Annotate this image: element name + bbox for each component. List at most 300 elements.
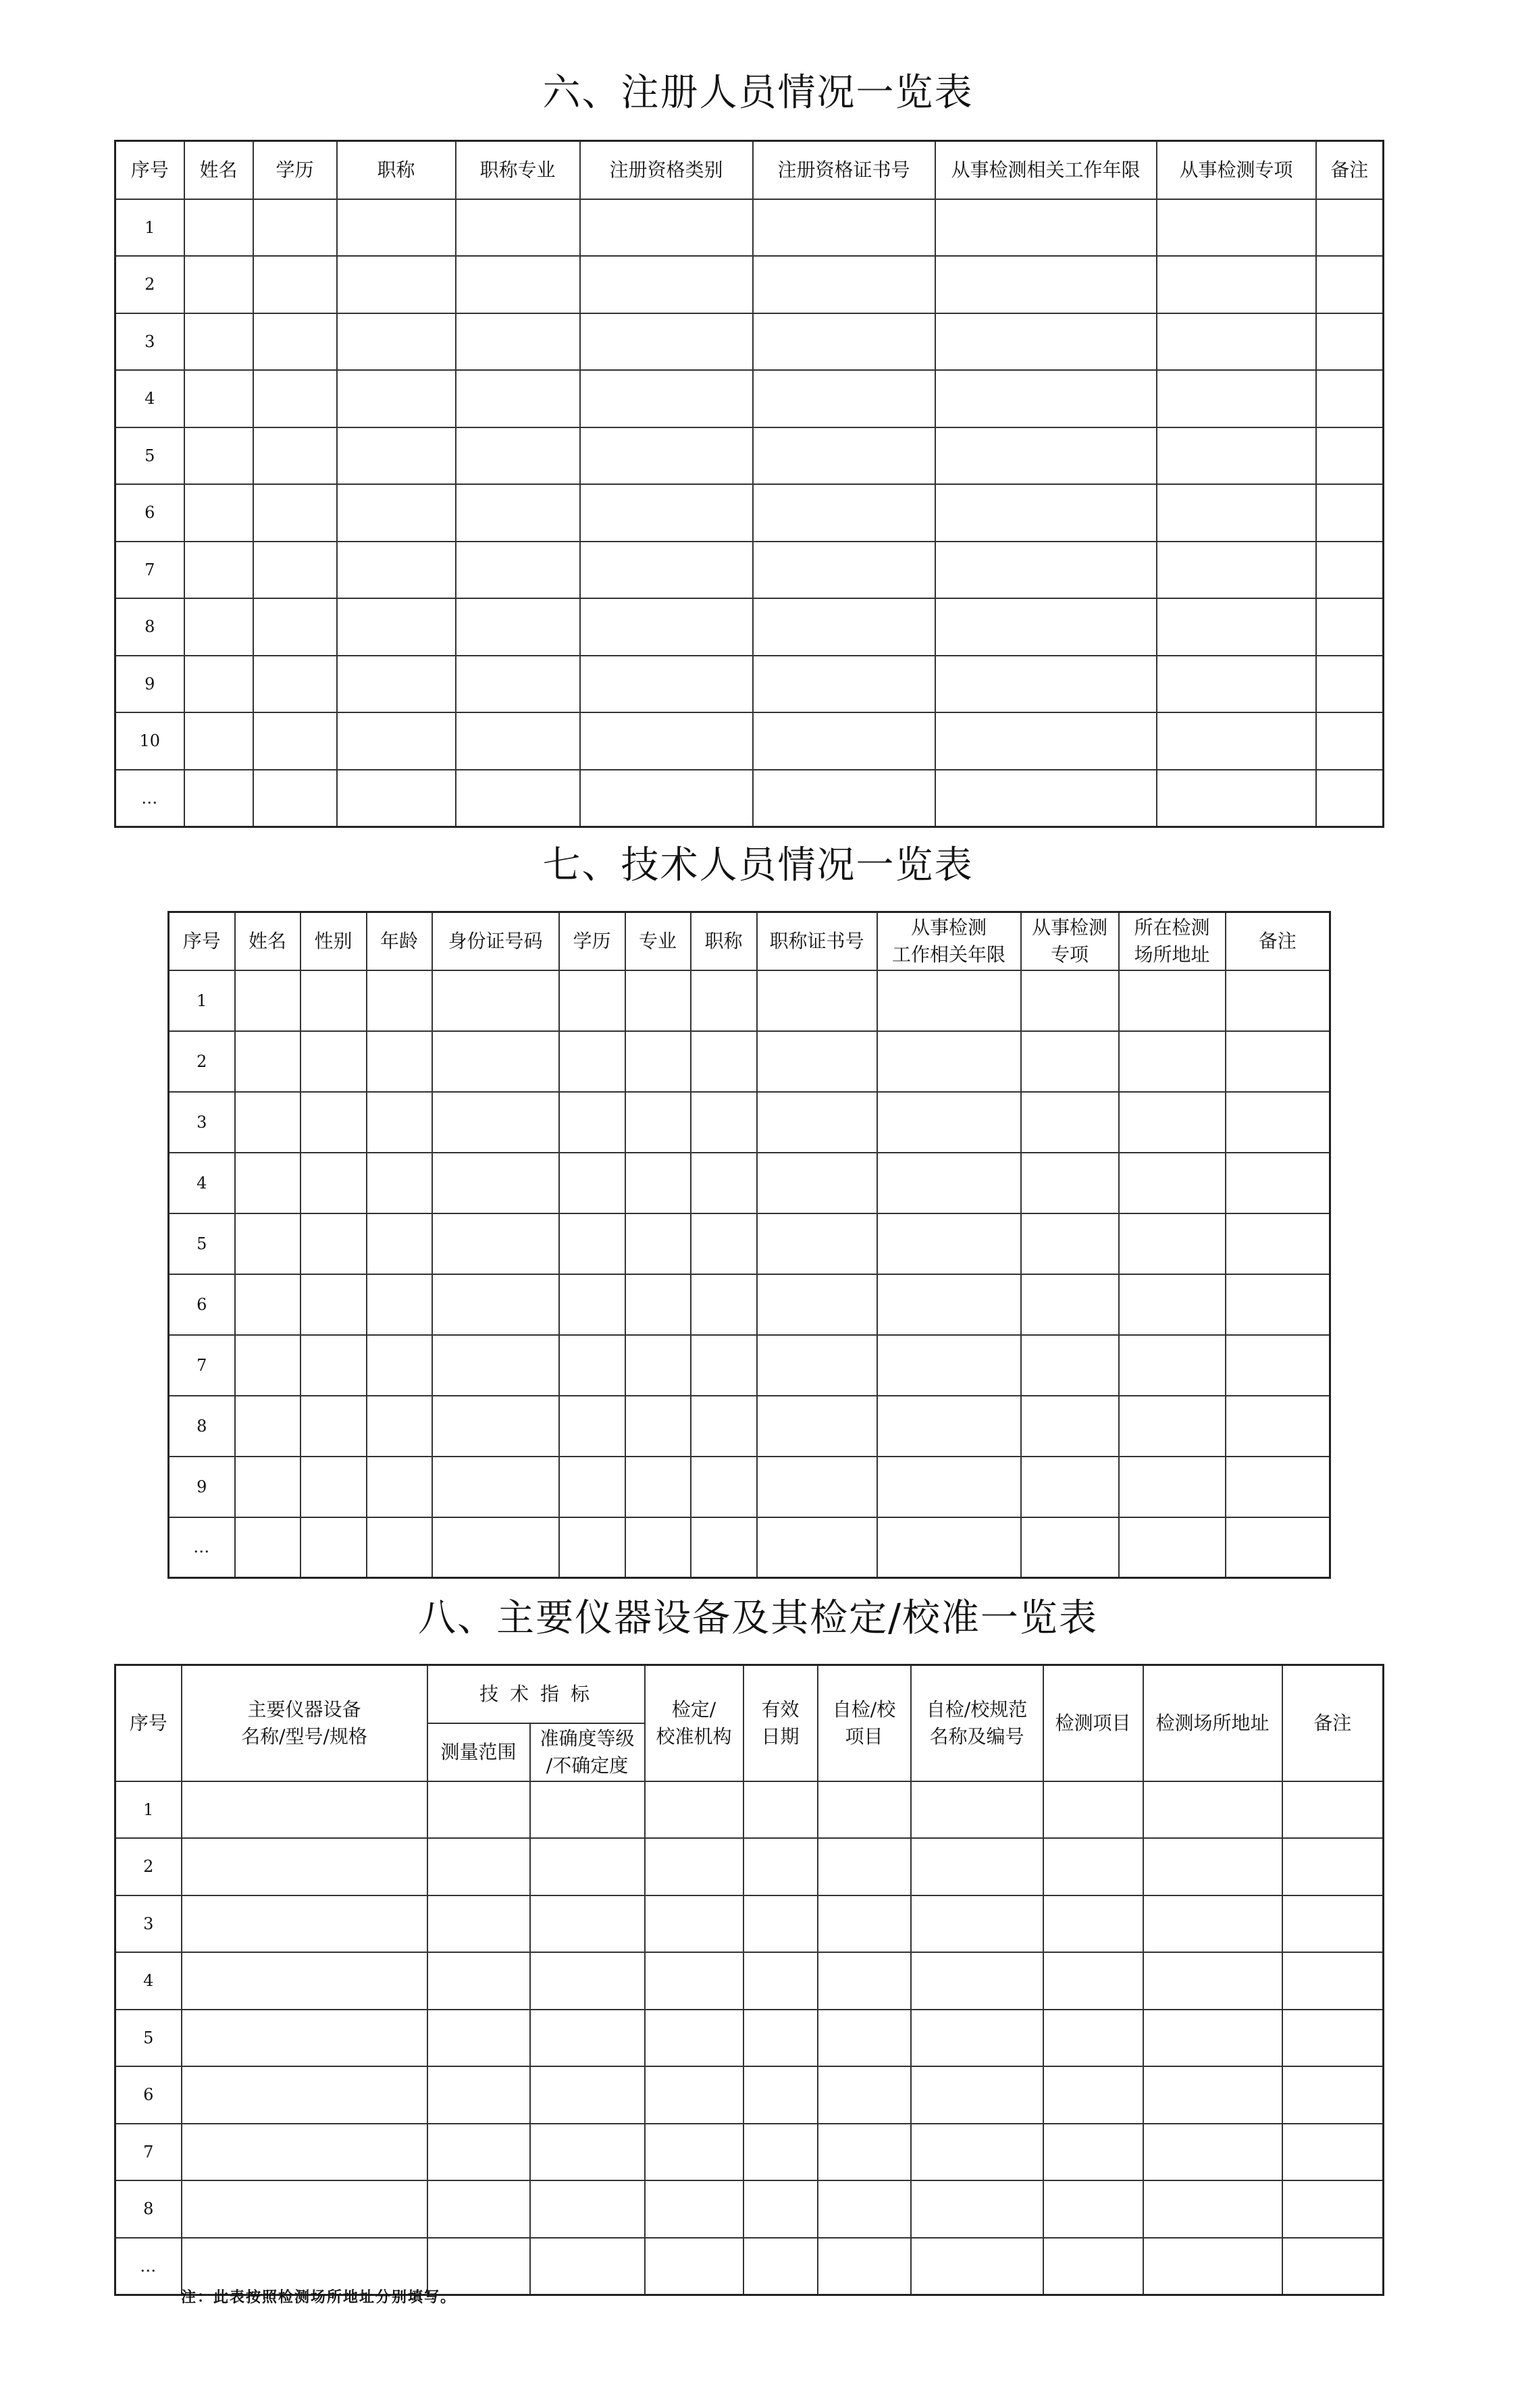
- empty-cell[interactable]: [300, 1153, 367, 1213]
- empty-cell[interactable]: [1316, 598, 1384, 656]
- empty-cell[interactable]: [1143, 2066, 1282, 2124]
- empty-cell[interactable]: [935, 199, 1157, 257]
- empty-cell[interactable]: [753, 256, 935, 313]
- empty-cell[interactable]: [818, 2066, 911, 2124]
- empty-cell[interactable]: [877, 1031, 1021, 1092]
- empty-cell[interactable]: [1157, 770, 1316, 827]
- empty-cell[interactable]: [1119, 1031, 1226, 1092]
- empty-cell[interactable]: [1226, 1153, 1330, 1213]
- empty-cell[interactable]: [1282, 2124, 1384, 2181]
- empty-cell[interactable]: [184, 256, 253, 313]
- empty-cell[interactable]: [253, 370, 337, 427]
- empty-cell[interactable]: [691, 1335, 757, 1396]
- empty-cell[interactable]: [580, 656, 753, 713]
- empty-cell[interactable]: [645, 1838, 743, 1895]
- empty-cell[interactable]: [456, 199, 580, 257]
- empty-cell[interactable]: [1282, 1895, 1384, 1953]
- empty-cell[interactable]: [625, 1457, 691, 1517]
- empty-cell[interactable]: [253, 256, 337, 313]
- empty-cell[interactable]: [300, 1335, 367, 1396]
- empty-cell[interactable]: [911, 2180, 1043, 2238]
- empty-cell[interactable]: [184, 598, 253, 656]
- empty-cell[interactable]: [1157, 256, 1316, 313]
- empty-cell[interactable]: [1021, 1031, 1119, 1092]
- empty-cell[interactable]: [625, 1092, 691, 1153]
- empty-cell[interactable]: [1226, 1396, 1330, 1457]
- empty-cell[interactable]: [253, 484, 337, 542]
- empty-cell[interactable]: [911, 1895, 1043, 1953]
- empty-cell[interactable]: [1282, 2010, 1384, 2067]
- empty-cell[interactable]: [743, 1952, 818, 2010]
- empty-cell[interactable]: [432, 1457, 559, 1517]
- empty-cell[interactable]: [235, 1335, 300, 1396]
- empty-cell[interactable]: [235, 1457, 300, 1517]
- empty-cell[interactable]: [1316, 770, 1384, 827]
- empty-cell[interactable]: [300, 1457, 367, 1517]
- empty-cell[interactable]: [182, 2124, 427, 2181]
- empty-cell[interactable]: [427, 1952, 530, 2010]
- empty-cell[interactable]: [337, 542, 456, 599]
- empty-cell[interactable]: [757, 1517, 877, 1578]
- empty-cell[interactable]: [645, 1895, 743, 1953]
- empty-cell[interactable]: [235, 1213, 300, 1274]
- empty-cell[interactable]: [1021, 1213, 1119, 1274]
- empty-cell[interactable]: [1157, 656, 1316, 713]
- empty-cell[interactable]: [300, 1213, 367, 1274]
- empty-cell[interactable]: [1316, 484, 1384, 542]
- empty-cell[interactable]: [253, 313, 337, 371]
- empty-cell[interactable]: [559, 1153, 625, 1213]
- empty-cell[interactable]: [1143, 1895, 1282, 1953]
- empty-cell[interactable]: [580, 712, 753, 770]
- empty-cell[interactable]: [753, 770, 935, 827]
- empty-cell[interactable]: [743, 1895, 818, 1953]
- empty-cell[interactable]: [1282, 1952, 1384, 2010]
- empty-cell[interactable]: [1316, 427, 1384, 485]
- empty-cell[interactable]: [1143, 1952, 1282, 2010]
- empty-cell[interactable]: [337, 427, 456, 485]
- empty-cell[interactable]: [1226, 970, 1330, 1031]
- empty-cell[interactable]: [625, 970, 691, 1031]
- empty-cell[interactable]: [580, 770, 753, 827]
- empty-cell[interactable]: [911, 1952, 1043, 2010]
- empty-cell[interactable]: [456, 313, 580, 371]
- empty-cell[interactable]: [1282, 1838, 1384, 1895]
- empty-cell[interactable]: [432, 1092, 559, 1153]
- empty-cell[interactable]: [625, 1153, 691, 1213]
- empty-cell[interactable]: [877, 1517, 1021, 1578]
- empty-cell[interactable]: [337, 370, 456, 427]
- empty-cell[interactable]: [1226, 1031, 1330, 1092]
- empty-cell[interactable]: [753, 313, 935, 371]
- empty-cell[interactable]: [877, 1213, 1021, 1274]
- empty-cell[interactable]: [432, 1031, 559, 1092]
- empty-cell[interactable]: [1043, 2180, 1143, 2238]
- empty-cell[interactable]: [757, 1092, 877, 1153]
- empty-cell[interactable]: [1157, 313, 1316, 371]
- empty-cell[interactable]: [337, 770, 456, 827]
- empty-cell[interactable]: [1021, 970, 1119, 1031]
- empty-cell[interactable]: [300, 1031, 367, 1092]
- empty-cell[interactable]: [1143, 1838, 1282, 1895]
- empty-cell[interactable]: [235, 1031, 300, 1092]
- empty-cell[interactable]: [432, 1274, 559, 1335]
- empty-cell[interactable]: [691, 1517, 757, 1578]
- empty-cell[interactable]: [877, 1274, 1021, 1335]
- empty-cell[interactable]: [691, 1396, 757, 1457]
- empty-cell[interactable]: [753, 598, 935, 656]
- empty-cell[interactable]: [530, 2010, 645, 2067]
- empty-cell[interactable]: [753, 712, 935, 770]
- empty-cell[interactable]: [1143, 1781, 1282, 1839]
- empty-cell[interactable]: [911, 2238, 1043, 2295]
- empty-cell[interactable]: [580, 199, 753, 257]
- empty-cell[interactable]: [182, 1838, 427, 1895]
- empty-cell[interactable]: [818, 1952, 911, 2010]
- empty-cell[interactable]: [432, 1396, 559, 1457]
- empty-cell[interactable]: [253, 598, 337, 656]
- empty-cell[interactable]: [1021, 1396, 1119, 1457]
- empty-cell[interactable]: [1282, 2180, 1384, 2238]
- empty-cell[interactable]: [1282, 2066, 1384, 2124]
- empty-cell[interactable]: [367, 1092, 432, 1153]
- empty-cell[interactable]: [182, 1781, 427, 1839]
- empty-cell[interactable]: [530, 2238, 645, 2295]
- empty-cell[interactable]: [456, 770, 580, 827]
- empty-cell[interactable]: [1226, 1335, 1330, 1396]
- empty-cell[interactable]: [235, 1153, 300, 1213]
- empty-cell[interactable]: [300, 1517, 367, 1578]
- empty-cell[interactable]: [911, 1838, 1043, 1895]
- empty-cell[interactable]: [456, 370, 580, 427]
- empty-cell[interactable]: [691, 1092, 757, 1153]
- empty-cell[interactable]: [1043, 1781, 1143, 1839]
- empty-cell[interactable]: [911, 2010, 1043, 2067]
- empty-cell[interactable]: [753, 370, 935, 427]
- empty-cell[interactable]: [753, 199, 935, 257]
- empty-cell[interactable]: [1043, 1838, 1143, 1895]
- empty-cell[interactable]: [753, 656, 935, 713]
- empty-cell[interactable]: [184, 427, 253, 485]
- empty-cell[interactable]: [530, 1838, 645, 1895]
- empty-cell[interactable]: [1226, 1457, 1330, 1517]
- empty-cell[interactable]: [1143, 2180, 1282, 2238]
- empty-cell[interactable]: [1021, 1457, 1119, 1517]
- empty-cell[interactable]: [432, 970, 559, 1031]
- empty-cell[interactable]: [184, 770, 253, 827]
- empty-cell[interactable]: [625, 1274, 691, 1335]
- empty-cell[interactable]: [235, 1517, 300, 1578]
- empty-cell[interactable]: [456, 256, 580, 313]
- empty-cell[interactable]: [1316, 542, 1384, 599]
- empty-cell[interactable]: [1021, 1517, 1119, 1578]
- empty-cell[interactable]: [1119, 1092, 1226, 1153]
- empty-cell[interactable]: [1021, 1092, 1119, 1153]
- empty-cell[interactable]: [625, 1335, 691, 1396]
- empty-cell[interactable]: [1043, 2066, 1143, 2124]
- empty-cell[interactable]: [235, 1396, 300, 1457]
- empty-cell[interactable]: [456, 427, 580, 485]
- empty-cell[interactable]: [367, 1457, 432, 1517]
- empty-cell[interactable]: [818, 1895, 911, 1953]
- empty-cell[interactable]: [625, 1396, 691, 1457]
- empty-cell[interactable]: [1021, 1274, 1119, 1335]
- empty-cell[interactable]: [580, 598, 753, 656]
- empty-cell[interactable]: [743, 2180, 818, 2238]
- empty-cell[interactable]: [645, 2124, 743, 2181]
- empty-cell[interactable]: [559, 970, 625, 1031]
- empty-cell[interactable]: [1282, 1781, 1384, 1839]
- empty-cell[interactable]: [625, 1213, 691, 1274]
- empty-cell[interactable]: [1143, 2238, 1282, 2295]
- empty-cell[interactable]: [911, 2066, 1043, 2124]
- empty-cell[interactable]: [757, 1031, 877, 1092]
- empty-cell[interactable]: [184, 199, 253, 257]
- empty-cell[interactable]: [337, 484, 456, 542]
- empty-cell[interactable]: [1157, 370, 1316, 427]
- empty-cell[interactable]: [427, 1838, 530, 1895]
- empty-cell[interactable]: [367, 1153, 432, 1213]
- empty-cell[interactable]: [530, 2180, 645, 2238]
- empty-cell[interactable]: [253, 656, 337, 713]
- empty-cell[interactable]: [1157, 542, 1316, 599]
- empty-cell[interactable]: [818, 1781, 911, 1839]
- empty-cell[interactable]: [1157, 199, 1316, 257]
- empty-cell[interactable]: [877, 1396, 1021, 1457]
- empty-cell[interactable]: [427, 1895, 530, 1953]
- empty-cell[interactable]: [1316, 199, 1384, 257]
- empty-cell[interactable]: [645, 2238, 743, 2295]
- empty-cell[interactable]: [1021, 1335, 1119, 1396]
- empty-cell[interactable]: [757, 1213, 877, 1274]
- empty-cell[interactable]: [253, 542, 337, 599]
- empty-cell[interactable]: [1119, 1153, 1226, 1213]
- empty-cell[interactable]: [367, 1335, 432, 1396]
- empty-cell[interactable]: [1157, 427, 1316, 485]
- empty-cell[interactable]: [253, 770, 337, 827]
- empty-cell[interactable]: [300, 1092, 367, 1153]
- empty-cell[interactable]: [1043, 1895, 1143, 1953]
- empty-cell[interactable]: [559, 1031, 625, 1092]
- empty-cell[interactable]: [691, 1031, 757, 1092]
- empty-cell[interactable]: [935, 427, 1157, 485]
- empty-cell[interactable]: [1143, 2010, 1282, 2067]
- empty-cell[interactable]: [935, 656, 1157, 713]
- empty-cell[interactable]: [367, 1517, 432, 1578]
- empty-cell[interactable]: [645, 1952, 743, 2010]
- empty-cell[interactable]: [432, 1335, 559, 1396]
- empty-cell[interactable]: [757, 1457, 877, 1517]
- empty-cell[interactable]: [559, 1335, 625, 1396]
- empty-cell[interactable]: [580, 370, 753, 427]
- empty-cell[interactable]: [1119, 1517, 1226, 1578]
- empty-cell[interactable]: [1226, 1213, 1330, 1274]
- empty-cell[interactable]: [1157, 598, 1316, 656]
- empty-cell[interactable]: [1157, 484, 1316, 542]
- empty-cell[interactable]: [1119, 1396, 1226, 1457]
- empty-cell[interactable]: [877, 970, 1021, 1031]
- empty-cell[interactable]: [432, 1517, 559, 1578]
- empty-cell[interactable]: [1119, 1335, 1226, 1396]
- empty-cell[interactable]: [559, 1517, 625, 1578]
- empty-cell[interactable]: [337, 256, 456, 313]
- empty-cell[interactable]: [367, 1396, 432, 1457]
- empty-cell[interactable]: [935, 712, 1157, 770]
- empty-cell[interactable]: [182, 2066, 427, 2124]
- empty-cell[interactable]: [935, 256, 1157, 313]
- empty-cell[interactable]: [1157, 712, 1316, 770]
- empty-cell[interactable]: [432, 1213, 559, 1274]
- empty-cell[interactable]: [580, 256, 753, 313]
- empty-cell[interactable]: [1119, 970, 1226, 1031]
- empty-cell[interactable]: [184, 370, 253, 427]
- empty-cell[interactable]: [645, 2010, 743, 2067]
- empty-cell[interactable]: [1043, 1952, 1143, 2010]
- empty-cell[interactable]: [757, 1274, 877, 1335]
- empty-cell[interactable]: [182, 2010, 427, 2067]
- empty-cell[interactable]: [743, 2238, 818, 2295]
- empty-cell[interactable]: [456, 598, 580, 656]
- empty-cell[interactable]: [530, 2124, 645, 2181]
- empty-cell[interactable]: [559, 1457, 625, 1517]
- empty-cell[interactable]: [432, 1153, 559, 1213]
- empty-cell[interactable]: [253, 712, 337, 770]
- empty-cell[interactable]: [753, 484, 935, 542]
- empty-cell[interactable]: [456, 656, 580, 713]
- empty-cell[interactable]: [427, 1781, 530, 1839]
- empty-cell[interactable]: [757, 970, 877, 1031]
- empty-cell[interactable]: [530, 1952, 645, 2010]
- empty-cell[interactable]: [645, 1781, 743, 1839]
- empty-cell[interactable]: [818, 1838, 911, 1895]
- empty-cell[interactable]: [1316, 256, 1384, 313]
- empty-cell[interactable]: [877, 1092, 1021, 1153]
- empty-cell[interactable]: [818, 2238, 911, 2295]
- empty-cell[interactable]: [367, 1031, 432, 1092]
- empty-cell[interactable]: [911, 2124, 1043, 2181]
- empty-cell[interactable]: [184, 656, 253, 713]
- empty-cell[interactable]: [559, 1274, 625, 1335]
- empty-cell[interactable]: [691, 1457, 757, 1517]
- empty-cell[interactable]: [184, 542, 253, 599]
- empty-cell[interactable]: [818, 2010, 911, 2067]
- empty-cell[interactable]: [935, 370, 1157, 427]
- empty-cell[interactable]: [184, 313, 253, 371]
- empty-cell[interactable]: [1119, 1213, 1226, 1274]
- empty-cell[interactable]: [743, 1781, 818, 1839]
- empty-cell[interactable]: [935, 313, 1157, 371]
- empty-cell[interactable]: [184, 484, 253, 542]
- empty-cell[interactable]: [1316, 656, 1384, 713]
- empty-cell[interactable]: [300, 1396, 367, 1457]
- empty-cell[interactable]: [757, 1335, 877, 1396]
- empty-cell[interactable]: [743, 2010, 818, 2067]
- empty-cell[interactable]: [427, 2010, 530, 2067]
- empty-cell[interactable]: [559, 1396, 625, 1457]
- empty-cell[interactable]: [743, 2124, 818, 2181]
- empty-cell[interactable]: [427, 2180, 530, 2238]
- empty-cell[interactable]: [818, 2124, 911, 2181]
- empty-cell[interactable]: [337, 313, 456, 371]
- empty-cell[interactable]: [1226, 1517, 1330, 1578]
- empty-cell[interactable]: [427, 2124, 530, 2181]
- empty-cell[interactable]: [1043, 2124, 1143, 2181]
- empty-cell[interactable]: [182, 1895, 427, 1953]
- empty-cell[interactable]: [625, 1517, 691, 1578]
- empty-cell[interactable]: [625, 1031, 691, 1092]
- empty-cell[interactable]: [645, 2066, 743, 2124]
- empty-cell[interactable]: [300, 1274, 367, 1335]
- empty-cell[interactable]: [1021, 1153, 1119, 1213]
- empty-cell[interactable]: [743, 1838, 818, 1895]
- empty-cell[interactable]: [337, 598, 456, 656]
- empty-cell[interactable]: [300, 970, 367, 1031]
- empty-cell[interactable]: [580, 542, 753, 599]
- empty-cell[interactable]: [580, 427, 753, 485]
- empty-cell[interactable]: [530, 1781, 645, 1839]
- empty-cell[interactable]: [935, 484, 1157, 542]
- empty-cell[interactable]: [337, 199, 456, 257]
- empty-cell[interactable]: [456, 542, 580, 599]
- empty-cell[interactable]: [367, 970, 432, 1031]
- empty-cell[interactable]: [253, 427, 337, 485]
- empty-cell[interactable]: [1316, 370, 1384, 427]
- empty-cell[interactable]: [935, 770, 1157, 827]
- empty-cell[interactable]: [911, 1781, 1043, 1839]
- empty-cell[interactable]: [235, 970, 300, 1031]
- empty-cell[interactable]: [427, 2066, 530, 2124]
- empty-cell[interactable]: [1043, 2238, 1143, 2295]
- empty-cell[interactable]: [877, 1457, 1021, 1517]
- empty-cell[interactable]: [456, 484, 580, 542]
- empty-cell[interactable]: [1043, 2010, 1143, 2067]
- empty-cell[interactable]: [337, 656, 456, 713]
- empty-cell[interactable]: [367, 1274, 432, 1335]
- empty-cell[interactable]: [753, 427, 935, 485]
- empty-cell[interactable]: [691, 1213, 757, 1274]
- empty-cell[interactable]: [757, 1396, 877, 1457]
- empty-cell[interactable]: [253, 199, 337, 257]
- empty-cell[interactable]: [645, 2180, 743, 2238]
- empty-cell[interactable]: [1226, 1274, 1330, 1335]
- empty-cell[interactable]: [182, 2180, 427, 2238]
- empty-cell[interactable]: [691, 1274, 757, 1335]
- empty-cell[interactable]: [877, 1153, 1021, 1213]
- empty-cell[interactable]: [691, 970, 757, 1031]
- empty-cell[interactable]: [1316, 712, 1384, 770]
- empty-cell[interactable]: [456, 712, 580, 770]
- empty-cell[interactable]: [691, 1153, 757, 1213]
- empty-cell[interactable]: [1282, 2238, 1384, 2295]
- empty-cell[interactable]: [935, 598, 1157, 656]
- empty-cell[interactable]: [530, 1895, 645, 1953]
- empty-cell[interactable]: [1119, 1457, 1226, 1517]
- empty-cell[interactable]: [1226, 1092, 1330, 1153]
- empty-cell[interactable]: [1316, 313, 1384, 371]
- empty-cell[interactable]: [530, 2066, 645, 2124]
- empty-cell[interactable]: [757, 1153, 877, 1213]
- empty-cell[interactable]: [235, 1092, 300, 1153]
- empty-cell[interactable]: [877, 1335, 1021, 1396]
- empty-cell[interactable]: [235, 1274, 300, 1335]
- empty-cell[interactable]: [1119, 1274, 1226, 1335]
- empty-cell[interactable]: [559, 1092, 625, 1153]
- empty-cell[interactable]: [559, 1213, 625, 1274]
- empty-cell[interactable]: [184, 712, 253, 770]
- empty-cell[interactable]: [753, 542, 935, 599]
- empty-cell[interactable]: [367, 1213, 432, 1274]
- empty-cell[interactable]: [818, 2180, 911, 2238]
